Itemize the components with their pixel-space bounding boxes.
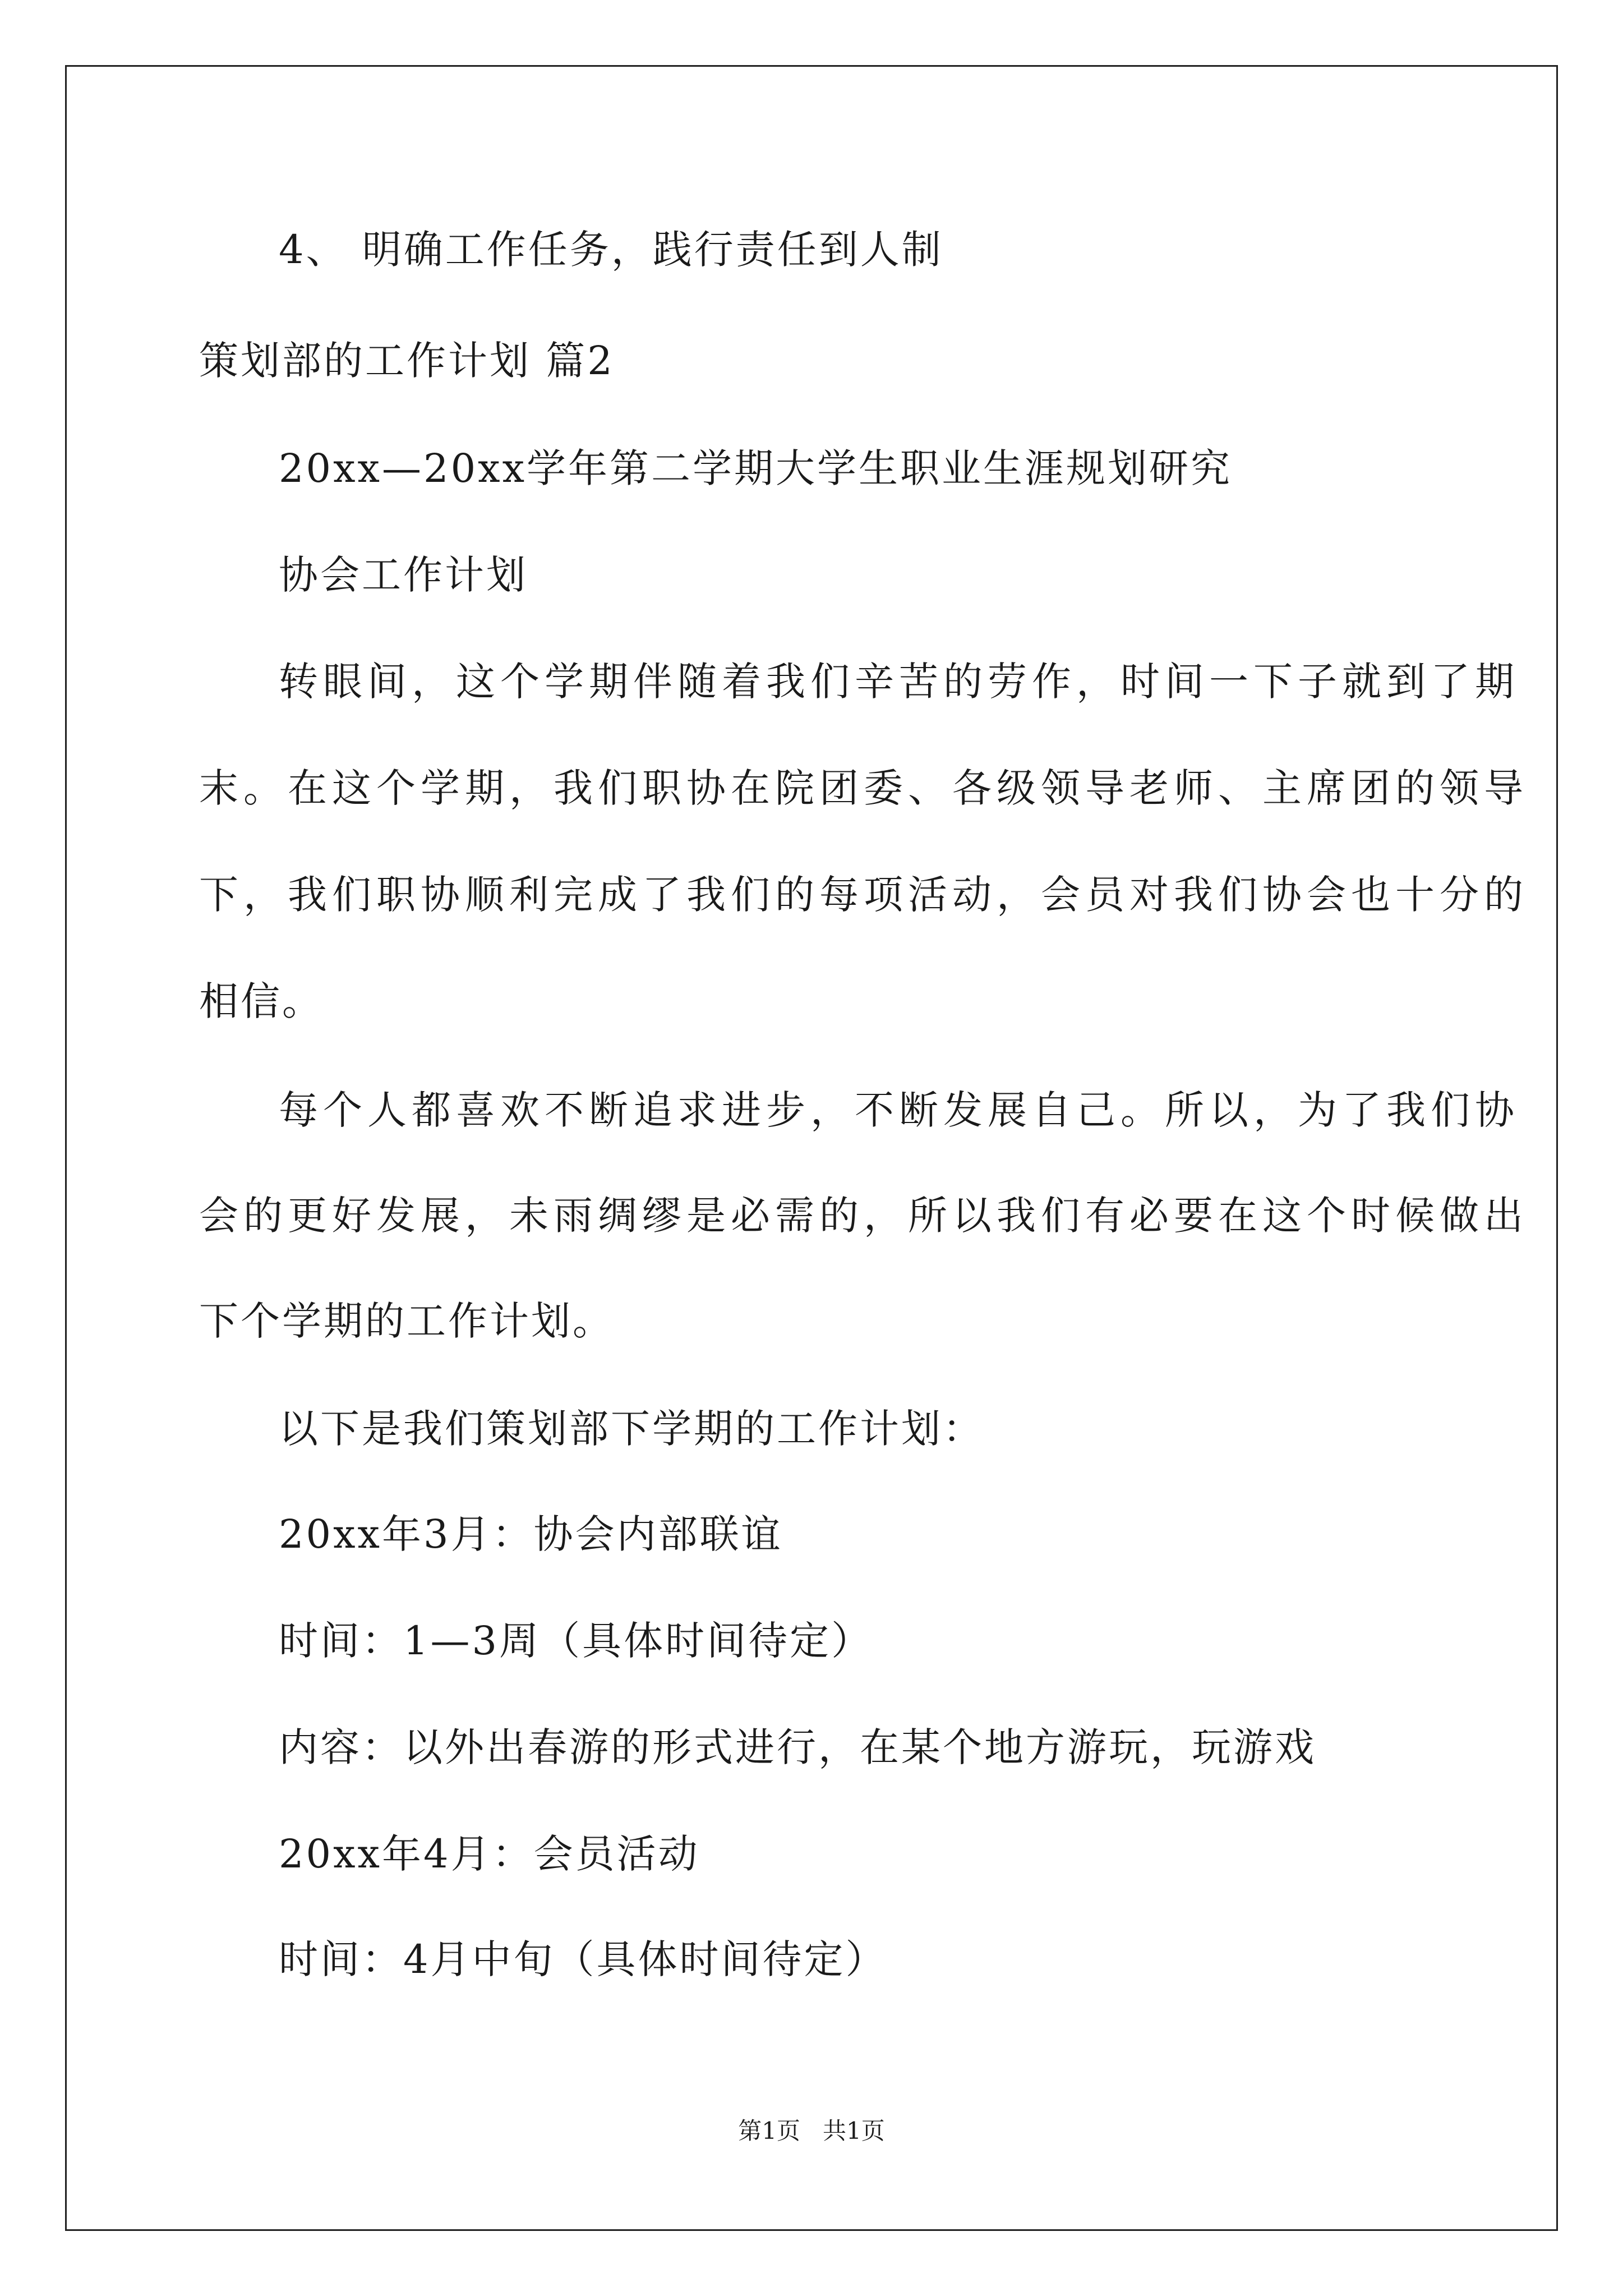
plan-april-heading: 20xx年4月：会员活动 [279,1831,700,1877]
plan-march-time: 时间：1—3周（具体时间待定） [279,1618,873,1664]
plan-march-content: 内容：以外出春游的形式进行，在某个地方游玩，玩游戏 [279,1724,1316,1770]
plan-april-time: 时间：4月中旬（具体时间待定） [279,1936,887,1982]
paragraph-2-line-3: 下个学期的工作计划。 [199,1298,614,1344]
paragraph-1-line-1: 转眼间，这个学期伴随着我们辛苦的劳作，时间一下子就到了期 [279,659,1519,705]
document-title-line-2: 协会工作计划 [279,552,528,598]
section-heading: 策划部的工作计划 篇2 [199,338,615,384]
paragraph-2-line-2: 会的更好发展，未雨绸缪是必需的，所以我们有必要在这个时候做出 [199,1193,1528,1239]
page-footer: 第1页 共1页 [738,2117,885,2145]
list-item-4: 4、 明确工作任务，践行责任到人制 [279,227,943,273]
paragraph-1-line-4: 相信。 [199,978,324,1024]
paragraph-1-line-3: 下，我们职协顺利完成了我们的每项活动，会员对我们协会也十分的 [199,872,1528,918]
document-title-line-1: 20xx—20xx学年第二学期大学生职业生涯规划研究 [279,445,1233,491]
paragraph-2-line-1: 每个人都喜欢不断追求进步，不断发展自己。所以，为了我们协 [279,1087,1519,1133]
page-border [65,65,1558,2231]
paragraph-1-line-2: 末。在这个学期，我们职协在院团委、各级领导老师、主席团的领导 [199,765,1528,811]
plan-march-heading: 20xx年3月：协会内部联谊 [279,1511,783,1557]
plan-intro: 以下是我们策划部下学期的工作计划： [279,1406,984,1452]
